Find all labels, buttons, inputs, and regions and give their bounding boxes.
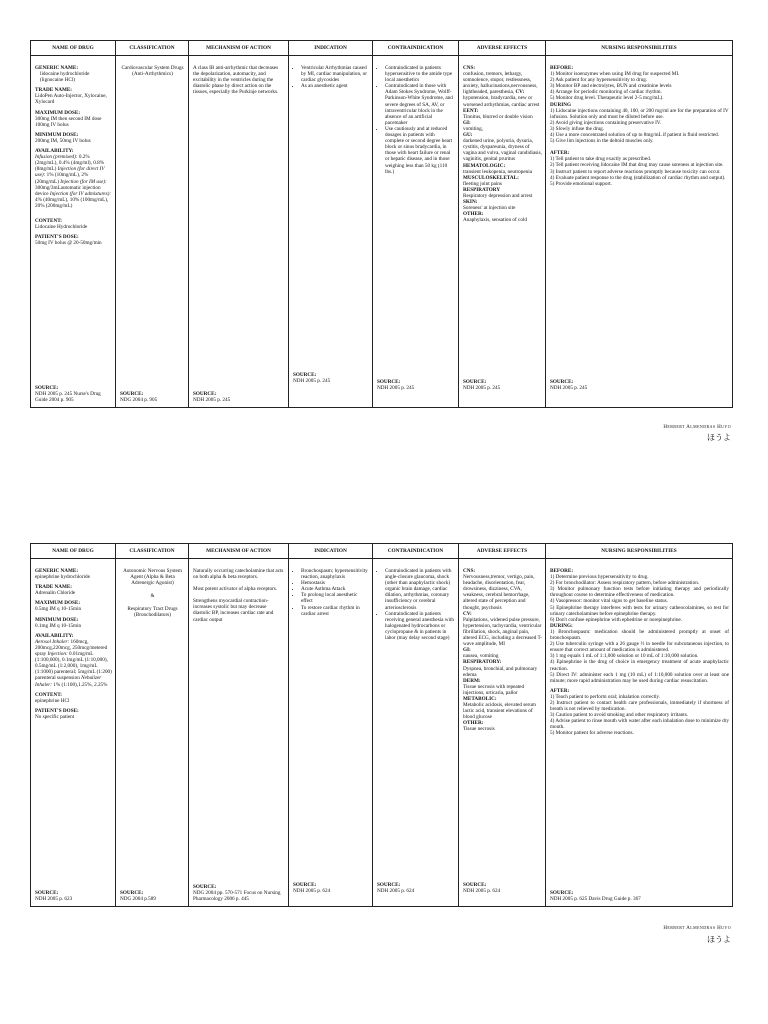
list-item: 2) For bronchodilator: Assess respiratory pattern, before administration. xyxy=(550,580,700,587)
header-contraindication: CONTRAINDICATION xyxy=(373,544,459,558)
header-adverse: ADVERSE EFFECTS xyxy=(459,544,546,558)
header-name: NAME OF DRUG xyxy=(31,544,116,558)
source-label: SOURCE: xyxy=(193,391,217,397)
list-item: • As an anesthetic agent xyxy=(301,83,369,89)
label-after: AFTER: xyxy=(550,150,570,157)
adverse-other: Tissue necrosis xyxy=(463,726,495,733)
avail-value: 1% (10mg/mL), 2% (20mg/mL) xyxy=(35,172,89,185)
cell-name xyxy=(31,56,116,407)
trade-name: LidoPen Auto-Injector, Xylocaine, Xylocard xyxy=(35,93,107,106)
label-cns: CNS: xyxy=(463,568,476,574)
list-item: • Hemostasis xyxy=(301,580,369,586)
avail-type: Injection (for IM use): xyxy=(60,178,107,185)
header-nursing: NURSING RESPONSIBILITIES xyxy=(601,45,677,51)
list-item: 5) Give lim injections in the deltoid muscles only. xyxy=(550,138,654,145)
source xyxy=(120,890,185,902)
label-other: OTHER: xyxy=(463,720,484,727)
avail-type: Injection: xyxy=(47,651,70,658)
avail-type: Aerosol Inhaler: xyxy=(35,638,71,645)
avail-value: 4% (40mg/mL), 10% (100mg/mL), 20% (200mg/mL) xyxy=(35,196,109,209)
source-label: SOURCE: xyxy=(377,379,401,385)
list-item: • Contraindicated in patients hypersensitive to the amide type local anesthetics xyxy=(385,65,455,83)
drug-table-lidocaine xyxy=(30,40,733,408)
adverse-respiratory: Respiratory depression and arrest xyxy=(463,192,533,199)
list-item: 5) Monitor patient for adverse reactions. xyxy=(550,730,634,737)
table-header xyxy=(31,544,732,559)
cell-name xyxy=(31,559,116,906)
source xyxy=(293,882,369,894)
label-patient-dose: PATIENT'S DOSE: xyxy=(35,234,79,241)
source-label: SOURCE: xyxy=(463,882,487,888)
list-item: 1) Teach patient to perform oral; inhalation correctly. xyxy=(550,693,661,700)
source-label: SOURCE: xyxy=(35,890,59,896)
contraindication-list xyxy=(377,65,455,175)
avail-type: Injection (for IV admixtures): xyxy=(49,190,112,197)
list-item: • To prolong local anesthetic effect xyxy=(301,592,369,604)
source-label: SOURCE: xyxy=(377,882,401,888)
source-text: NDH 2005 p. 624 xyxy=(293,888,331,894)
source-text: NDG 2004 p. 905 xyxy=(120,397,158,403)
source-text: NDH 2005 p. 245 xyxy=(463,385,501,391)
list-item: 1) Determine previous hypersensitivity to drug. xyxy=(550,574,649,581)
list-item: 1) Tell patient to take drug exactly as prescribed. xyxy=(550,156,652,163)
list-item: 4) Use a more concentrated solution of up to 8mg/mL if patient is fluid restricted. xyxy=(550,132,720,139)
list-item: 3) Monitor BP and electrolytes, BUN and creatinine levels xyxy=(550,83,672,90)
source-text: NDH 2005 p. 245 xyxy=(293,378,331,384)
label-patient-dose: PATIENT'S DOSE: xyxy=(35,707,79,714)
label-during: DURING: xyxy=(550,622,573,629)
list-item: 2) Ask patient for any hypersensitivity to drug. xyxy=(550,77,648,84)
adverse-text: hypotension, bradycardia, new or worsened arrhythmias, cardiac arrest xyxy=(463,95,540,108)
label-gi: GI: xyxy=(463,647,471,654)
list-item: 4) Vasopressor: monitor vital signs to get baseline status. xyxy=(550,598,668,605)
adverse-cns: Nervousness,tremor, vertigo, pain, headache, disorientation, fear, drowsiness, dizziness, CVA, weakness, cerebral hemorrhage, altered state of perception and thought, psychosis xyxy=(463,574,535,611)
adverse-skin: Soreness' at injection site xyxy=(463,205,516,212)
list-item: • Contraindicated in those with Adam Stokes Syndrome, Wolff-Parkinson-White Syndrome, and severe degrees of SA, AV, or intraventricular block in the absence of an artificial pacemaker xyxy=(385,83,455,126)
source-text: NDH 2005 p. 245 xyxy=(377,385,415,391)
adverse-gi: nausea, vomiting xyxy=(463,653,499,660)
label-cv: CV: xyxy=(515,89,525,96)
min-dose: 200mg IM, 50mg IV bolus xyxy=(35,137,91,144)
list-item: • Use cautiously and at reduced dosages in patients with complete or second degree heart block or sinus bradycardia, in those with heart failure or renal or hepatic disease, and in those weighing less than 50 kg (110 lbs.) xyxy=(385,126,455,175)
list-item: 5) Monitor drug level. Therapeutic level 2-5 mcg/mL). xyxy=(550,95,664,102)
list-item: • To restore cardiac rhythm in cardiac arrest xyxy=(301,605,369,617)
mechanism: A class IB anti-arrhythmic that decreases the depolarization, automacity, and excitability in the ventricles during the diastolic phase by direct action on the tissues, especially the Purkinje networks. xyxy=(193,65,279,96)
source-text: NDH 2005 p. 625 Davis Drug Guide p. 367 xyxy=(550,896,641,902)
header-name: NAME OF DRUG xyxy=(31,41,116,55)
label-min-dose: MINIMUM DOSE: xyxy=(35,616,79,623)
cell-classification xyxy=(116,559,189,906)
trade-name: Adrenalin Chloride xyxy=(35,590,76,597)
header-indication: INDICATION xyxy=(289,41,373,55)
list-item: • Contraindicated in patients with angle-closure glaucoma, shock (other than anaphylactic shock) organic brain damage, cardiac dilation, arrhythmias, coronary insufficiency or cerebral arteriosclerosis xyxy=(385,568,455,611)
source-text: NDH 2005 p. 245 xyxy=(550,385,588,391)
drug-table-epinephrine xyxy=(30,543,733,907)
source xyxy=(120,391,185,403)
source-text: NDH 2005 p. 624 xyxy=(377,888,415,894)
author-name: Herbert Almendras Huyo xyxy=(663,926,731,931)
max-dose: 0.5mg IM q 10-15min xyxy=(35,606,82,613)
list-item: 1) Monitor isoenzymes when using IM drug for suspected MI. xyxy=(550,71,680,78)
mechanism: Naturally occurring catecholamine that acts on both alpha & beta receptors. xyxy=(193,568,284,581)
content: epinephrine HCl xyxy=(35,697,70,704)
label-max-dose: MAXIMUM DOSE: xyxy=(35,600,81,607)
classification: Autonomic Nervous System Agent (Alpha & Beta Adrenergic Agonist) xyxy=(123,568,182,587)
list-item: 4) Epinephrine is the drug of choice in emergency treatment of acute anaphylactic reaction. xyxy=(550,659,729,672)
source xyxy=(463,379,542,391)
min-dose: 0.1mg IM q 10-15min xyxy=(35,622,82,629)
source-text: NDH 2005 p. 624 xyxy=(463,888,501,894)
label-trade: TRADE NAME: xyxy=(35,584,73,591)
header-contraindication: CONTRAINDICATION xyxy=(373,41,459,55)
list-item: 2) Tell patient receiving lidocaine IM that drug may cause soreness at injection site. xyxy=(550,162,724,169)
patient-dose: 50mg IV bolus @ 20-50mg/min xyxy=(35,240,102,247)
author-kana: ほうよ xyxy=(707,935,731,944)
label-skin: SKIN: xyxy=(463,199,478,206)
avail-type: Infusion (premixed): xyxy=(35,154,79,161)
header-indication: INDICATION xyxy=(289,544,373,558)
generic-name: lidocaine hydrochloride (lignocaine HCl) xyxy=(40,71,90,84)
adverse-musculoskeletal: fleeting joint pains xyxy=(463,180,502,187)
indication-list xyxy=(293,568,369,617)
header-adverse: ADVERSE EFFECTS xyxy=(459,41,546,55)
adverse-eent: Tinnitus, blurred or double vision xyxy=(463,113,533,120)
label-gi: GI: xyxy=(463,119,471,126)
cell-indication xyxy=(289,559,373,906)
list-item: 2) Use tuberculin syringe with a 26 gauge ½ in needle for subcutaneous injection, to ensure that correct amount of medication is administered. xyxy=(550,641,729,654)
table-body xyxy=(31,559,732,906)
avail-value: 300mg/3mLautomatic injection device xyxy=(35,184,101,197)
list-item: 1) Bronchospasm: medication should be administered promptly at onset of bronchospasm. xyxy=(550,628,729,642)
cell-contraindication xyxy=(373,559,459,906)
list-item: 4) Arrange for periodic monitoring of cardiac rhythm. xyxy=(550,89,662,96)
ampersand: & xyxy=(150,593,155,600)
source-label: SOURCE: xyxy=(120,391,144,397)
source-text: NDH 2005 p. 245 Nurse's Drug Guide 2004 p. 905 xyxy=(35,391,101,403)
list-item: 3) Slowly infuse the drug. xyxy=(550,125,605,132)
label-min-dose: MINIMUM DOSE: xyxy=(35,131,79,138)
source-label: SOURCE: xyxy=(35,385,59,391)
adverse-metabolic: Metabolic acidosis, elevated serum lactic acid, transient elevations of blood glucose xyxy=(463,702,536,721)
adverse-hematologic: transient leukopenia, neutropenia xyxy=(463,168,532,175)
list-item: • Acute Asthma Attack xyxy=(301,586,369,592)
max-dose: 300mg IM then second IM dose 100mg IV bolus xyxy=(35,115,102,128)
label-eent: EENT: xyxy=(463,107,479,114)
classification: Respiratory Tract Drugs (Bronchodilators) xyxy=(127,606,178,619)
cell-mechanism xyxy=(189,56,289,407)
cell-indication xyxy=(289,56,373,407)
avail-value: 160mcg, 200mcg,220mcg, 250mcg/metered spray xyxy=(35,638,108,658)
list-item: 4) Advise patient to rinse mouth with water after each inhalation dose to minimize dry mouth. xyxy=(550,718,729,731)
source xyxy=(35,385,112,403)
list-item: • Bronchospasm; hypersensitivity reaction, anaphylaxis xyxy=(301,568,369,580)
availability xyxy=(35,154,112,209)
indication-list xyxy=(293,65,369,89)
label-availability: AVAILABILITY: xyxy=(35,632,74,639)
avail-value: 0.01mg/mL (1:100,000), 0.1mg/mL (1:10,000), 0.5mg/mL (1:2,000), 1mg/mL (1:1000) parenteral; 5mg/mL (1:200) parenteral suspension xyxy=(35,651,112,682)
header-classification: CLASSIFICATION xyxy=(116,544,189,558)
source xyxy=(550,379,729,391)
label-trade: TRADE NAME: xyxy=(35,87,73,94)
avail-value: 1% (1:100),1.25%, 2.25% xyxy=(53,681,108,688)
list-item: 3) Instruct patient to report adverse reactions promptly because toxicity can occur. xyxy=(550,168,721,175)
adverse-cv: Palpitations, widened pulse pressure, hypertension, tachycardia, ventricular fibrillation, shock, anginal pain, altered ECG, including a decreased T-wave amplitude, MI xyxy=(463,616,542,648)
adverse-gi: vomiting, xyxy=(463,125,484,132)
adverse-gu: darkened urine, polyuria, dysuria, cystitis, dyspareunia, dryness of vagina and vulva, vaginal candidiasis, vaginitis, genital pruritus xyxy=(463,138,542,163)
author-kana: ほうよ xyxy=(707,433,731,442)
source-label: SOURCE: xyxy=(463,379,487,385)
source xyxy=(293,372,369,384)
label-generic: GENERIC NAME: xyxy=(35,568,79,574)
source-label: SOURCE: xyxy=(550,379,574,385)
list-item: 3) Caution patient to avoid smoking and other respiratory irritants. xyxy=(550,712,689,719)
source xyxy=(193,391,285,403)
adverse-derm: Tissue necrosis with repeated injections, urticaria, pallor xyxy=(463,683,525,696)
label-content: CONTENT: xyxy=(35,691,62,698)
label-musculoskeletal: MUSCULOSKELETAL: xyxy=(463,174,519,181)
label-availability: AVAILABILITY: xyxy=(35,148,74,155)
source-text: NDH 2005 p. 623 xyxy=(35,896,73,902)
contraindication-list xyxy=(377,568,455,641)
label-respiratory: RESPIRATORY xyxy=(463,186,501,193)
list-item: • Contraindicated in patients receiving general anesthesia with halogenated hydrocarbons or cyclopropane & in patients in labor (may delay second stage) xyxy=(385,611,455,641)
source-label: SOURCE: xyxy=(193,884,217,890)
source xyxy=(377,379,455,391)
label-other: OTHER: xyxy=(463,211,484,218)
source xyxy=(193,884,285,902)
cell-classification xyxy=(116,56,189,407)
source-text: NDG 2004 pp. 570-571 Focus on Nursing Pharmacology 2006 p. 445 xyxy=(193,890,281,902)
source xyxy=(463,882,542,894)
cell-nursing xyxy=(546,559,732,906)
list-item: 2) Avoid giving injections containing preservative IV. xyxy=(550,119,662,126)
table-body xyxy=(31,56,732,407)
list-item: 3) 1 mg equals 1 mL of 1:1,000 solution or 10 mL of 1:10,000 solution. xyxy=(550,653,699,660)
list-item: 6) Don't confuse epinephrine with ephedrine or norepinephrine. xyxy=(550,616,683,623)
header-nursing: NURSING RESPONSIBILITIES xyxy=(601,548,677,554)
adverse-text: confusion, tremors, lethargy, somnolence, stupor, restlessness, anxiety, hallucinations,nervousness, lightheaded, paresthesia, xyxy=(463,71,538,96)
cell-adverse xyxy=(459,559,546,906)
header-mechanism: MECHANISM OF ACTION xyxy=(189,544,289,558)
content: Lidocaine Hydrochloride xyxy=(35,224,88,231)
label-metabolic: METABOLIC: xyxy=(463,695,497,702)
avail-type: Injection (for direct IV use): xyxy=(35,166,105,179)
cell-mechanism xyxy=(189,559,289,906)
list-item: 5) Epinephrine therapy interferes with tests for urinary catheocolamines, so test for urinary catecholamines before epinephrine therapy. xyxy=(550,604,729,617)
label-cns: CNS: xyxy=(463,65,476,71)
source-label: SOURCE: xyxy=(293,372,317,378)
adverse-cns xyxy=(463,71,542,108)
label-before: BEFORE: xyxy=(550,65,574,71)
source-text: NDH 2005 p. 245 xyxy=(193,397,231,403)
list-item: 4) Evaluate patient response to the drug (stabilization of cardiac rhythm and output). xyxy=(550,174,726,181)
label-cv: CV: xyxy=(463,610,472,617)
table-header xyxy=(31,41,732,56)
label-generic: GENERIC NAME: xyxy=(35,65,79,71)
header-mechanism: MECHANISM OF ACTION xyxy=(189,41,289,55)
cell-nursing xyxy=(546,56,732,407)
label-max-dose: MAXIMUM DOSE: xyxy=(35,109,81,116)
list-item: 2) Instruct patient to contact health care professionals, immediately if shortness of breath is not relieved by medication. xyxy=(550,699,729,713)
source-label: SOURCE: xyxy=(293,882,317,888)
list-item: 5) Direct IV: administer each 1 mg (10 mL) of 1:10,000 solution over at least one minute; more rapid administration may be used during cardiac resuscitation. xyxy=(550,671,729,684)
cell-adverse xyxy=(459,56,546,407)
classification: Cardiovascular System Drugs (Anti-Arrhythmics) xyxy=(121,65,184,78)
avail-type: Nebulizer Inhaler: xyxy=(35,675,102,688)
label-after: AFTER: xyxy=(550,687,570,694)
avail-value: 0.2% (2mg/mL), 0.4% (4mg/ml), 0.8% (8mg/mL) xyxy=(35,154,105,173)
mechanism: Strengthens myocardial contraction-increases systolic but may decrease diastolic BP, increases cardiac rate and cardiac output xyxy=(193,598,274,623)
source xyxy=(550,890,729,902)
adverse-other: Anaphylaxis, sensation of cold xyxy=(463,217,527,224)
label-derm: DERM: xyxy=(463,677,481,684)
label-before: BEFORE: xyxy=(550,568,574,574)
cell-contraindication xyxy=(373,56,459,407)
list-item: 5) Provide emotional support. xyxy=(550,180,612,187)
label-gu: GU: xyxy=(463,132,473,139)
patient-dose: No specific patient xyxy=(35,713,75,720)
adverse-respiratory: Dyspnea, bronchial, and pulmonary edema xyxy=(463,665,538,678)
list-item: 1) Lidocaine injections containing 40, 100, or 200 mg/ml are for the preparation of IV infusion. Solution only and must be diluted before use. xyxy=(550,107,729,120)
label-during: DURING xyxy=(550,101,572,108)
header-classification: CLASSIFICATION xyxy=(116,41,189,55)
generic-name: epinephrine hydrochloride xyxy=(35,574,90,581)
author-name: Herbert Almendras Huyo xyxy=(663,425,731,430)
list-item: 3) Monitor pulmonary function tests before initiating therapy and periodically throughout course to determine effectiveness of medication. xyxy=(550,586,729,599)
label-respiratory: RESPIRATORY: xyxy=(463,659,502,666)
source-label: SOURCE: xyxy=(550,890,574,896)
source xyxy=(35,890,112,902)
source xyxy=(377,882,455,894)
label-hematologic: HEMATOLOGIC: xyxy=(463,162,506,169)
list-item: • Ventricular Arrhythmias caused by MI, cardiac manipulation, or cardiac glycosides xyxy=(301,65,369,83)
source-label: SOURCE: xyxy=(120,890,144,896)
availability xyxy=(35,639,112,688)
label-content: CONTENT: xyxy=(35,217,62,224)
source-text: NDG 2004 p.589 xyxy=(120,896,156,902)
mechanism: Most potent activator of alpha receptors. xyxy=(193,586,278,593)
